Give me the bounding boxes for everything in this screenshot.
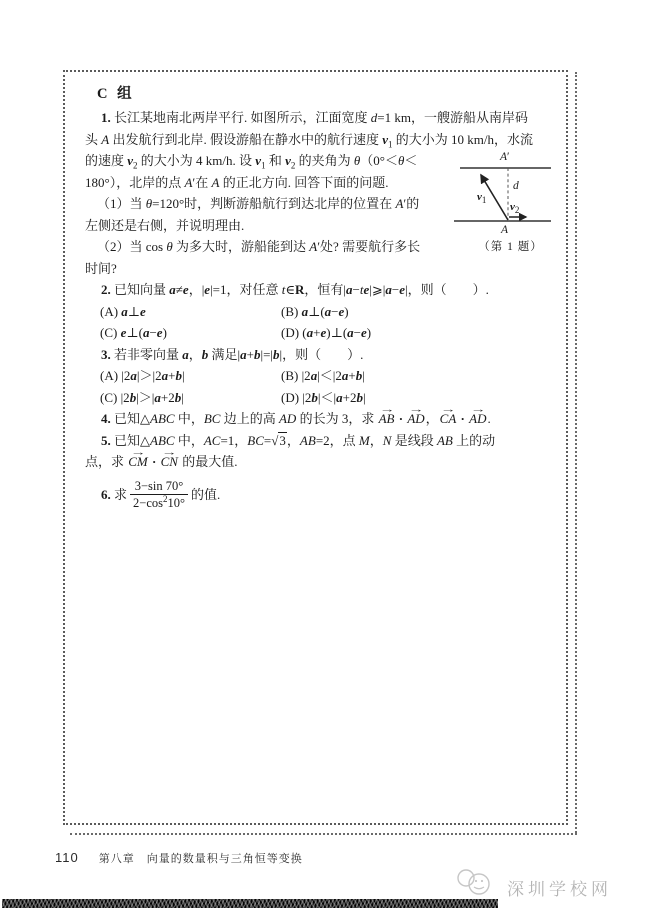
label-a: A bbox=[501, 224, 509, 236]
dotted-border-right-double bbox=[575, 72, 577, 833]
problem-line: (C) e⊥(a−e) (D) (a+e)⊥(a−e) bbox=[100, 325, 372, 340]
problem-line: 2. 已知向量 a≠e，|e|=1，对任意 t∈R，恒有|a−te|⩾|a−e|，则（ ）. bbox=[101, 282, 489, 297]
problem-line: 左侧还是右侧，并说明理由. bbox=[85, 217, 245, 233]
label-d: d bbox=[513, 180, 519, 192]
problem1-figure bbox=[448, 150, 573, 262]
section-heading: C 组 bbox=[97, 86, 135, 102]
problem-line: 1. 长江某地南北两岸平行. 如图所示，江面宽度 d=1 km，一艘游船从南岸码 bbox=[101, 110, 528, 125]
page-footer bbox=[55, 850, 303, 866]
chapter-number: 第八章 bbox=[98, 853, 135, 865]
problem-line: （2）当 cos θ 为多大时，游船能到达 A′处? 需要航行多长 bbox=[97, 239, 421, 254]
watermark-logo-icon bbox=[453, 868, 497, 900]
watermark-text: 深圳学校网 bbox=[507, 880, 612, 899]
problem-line: 4. 已知△ABC 中，BC 边上的高 AD 的长为 3，求 AB → · AD →，CA → · AD →. bbox=[85, 408, 567, 430]
label-v1: $v_1$ bbox=[477, 191, 487, 206]
problem-line: 时间? bbox=[85, 260, 117, 276]
problem-line: 点，求 CM → · CN → 的最大值. bbox=[85, 451, 567, 473]
problem-line: 的速度 $v_2$ 的大小为 4 km/h. 设 $v_1$ 和 $v_2$ 的夹角为 θ（0°＜θ＜ bbox=[85, 153, 418, 171]
label-v2: $v_2$ bbox=[510, 201, 520, 216]
problem-line: 头 A 出发航行到北岸. 假设游船在静水中的航行速度 $v_1$ 的大小为 10 km/h，水流 bbox=[85, 131, 533, 150]
problem-line: (C) |2b|＞|a+2b| (D) |2b|＜|a+2b| bbox=[100, 389, 366, 405]
figure-caption: （第 1 题） bbox=[478, 241, 543, 253]
scan-artifact-bar bbox=[2, 899, 498, 908]
problem-line: 3. 若非零向量 a，b 满足|a+b|=|b|，则（ ）. bbox=[101, 346, 364, 362]
problem-line: 5. 已知△ABC 中，AC=1，BC=√3，AB=2，点 M，N 是线段 AB 上的动 bbox=[101, 432, 496, 448]
problem-line: 6. 求 $\frac{3-\sin 70^\circ}{2-\cos^210^\circ}$ 的值. bbox=[101, 478, 221, 510]
chapter-title: 向量的数量积与三角恒等变换 bbox=[146, 853, 303, 865]
problem-line: （1）当 θ=120°时，判断游船航行到达北岸的位置在 A′的 bbox=[97, 196, 420, 211]
problem-line: 180°），北岸的点 A′在 A 的正北方向. 回答下面的问题. bbox=[85, 174, 389, 190]
label-a-prime: A′ bbox=[500, 151, 510, 163]
exercise-content bbox=[85, 84, 567, 514]
page-number: 110 bbox=[55, 850, 79, 865]
problem-line: (A) |2a|＞|2a+b| (B) |2a|＜|2a+b| bbox=[100, 368, 365, 383]
dotted-border-bottom-double bbox=[70, 833, 577, 835]
problem-line: (A) a⊥e (B) a⊥(a−e) bbox=[100, 303, 349, 319]
